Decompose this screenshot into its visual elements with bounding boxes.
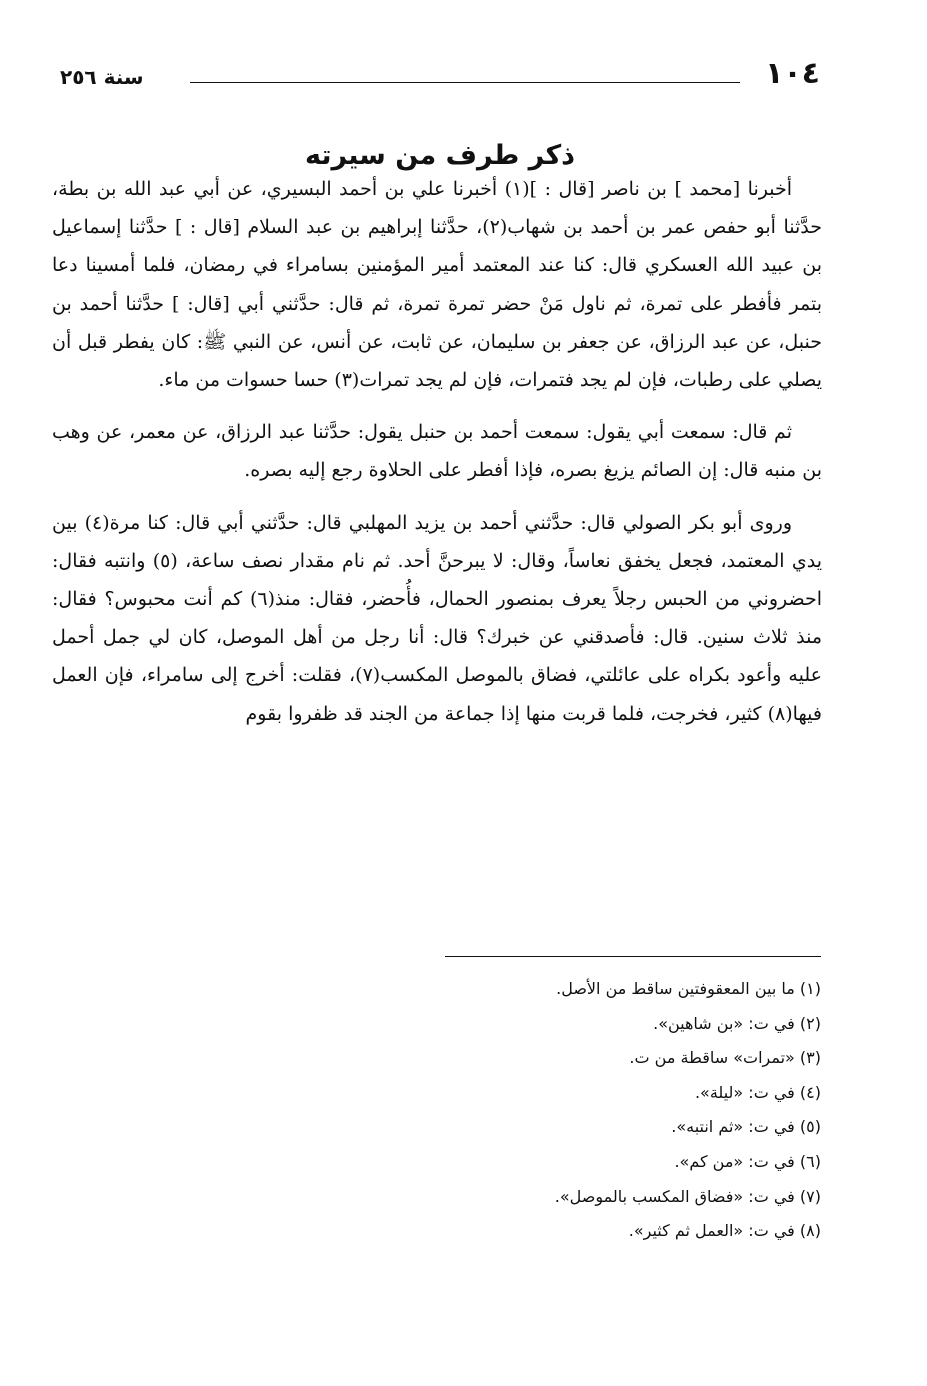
footnote: (٢) في ت: «بن شاهين». (653, 1013, 821, 1033)
header-rule (190, 82, 740, 83)
section-title: ذكر طرف من سيرته (304, 140, 576, 172)
footnote: (٦) في ت: «من كم». (674, 1151, 821, 1171)
footnote: (٥) في ت: «ثم انتبه». (671, 1117, 821, 1137)
paragraph: وروى أبو بكر الصولي قال: حدَّثني أحمد بن يزيد المهلبي قال: حدَّثني أبي قال: كنا مرة(٤) بين يدي المعتمد، فجعل يخفق نعاساً، وقال: لا يبرحنَّ أحد. ثم نام مقدار نصف ساعة، (٥) وانتبه فقال: احضروني من الحبس رجلاً يعرف بمنصور الحمال، فأُحضر، فقال: منذ(٦) كم أنت محبوس؟ فقال: منذ ثلاث سنين. قال: فأصدقني عن خبرك؟ قال: أنا رجل من أهل الموصل، كان لي جمل أحمل عليه وأعود بكراه على عائلتي، فضاق بالموصل المكسب(٧)، فقلت: أخرج إلى سامراء، فإن العمل فيها(٨) كثير، فخرجت، فلما قربت منها إذا جماعة من الجند قد ظفروا بقوم (52, 511, 823, 725)
year-label: سنة ٢٥٦ (60, 65, 144, 89)
paragraph: ثم قال: سمعت أبي يقول: سمعت أحمد بن حنبل يقول: حدَّثنا عبد الرزاق، عن معمر، عن وهب بن منبه قال: إن الصائم يزيغ بصره، فإذا أفطر على الحلاوة رجع إليه بصره. (52, 421, 822, 482)
footnotes-list (121, 972, 821, 1249)
page-number: ١٠٤ (765, 56, 820, 91)
running-header (60, 56, 820, 96)
footnote: (٣) «تمرات» ساقطة من ت. (629, 1048, 821, 1068)
paragraph: أخبرنا [محمد ] بن ناصر [قال : ](١) أخبرنا علي بن أحمد البسيري، عن أبي عبد الله بن بطة، حدَّثنا أبو حفص عمر بن أحمد بن شهاب(٢)، حدَّثنا إبراهيم بن عبد السلام [قال : ] حدَّثنا إسماعيل بن عبيد الله العسكري قال: كنا عند المعتمد أمير المؤمنين بسامراء في رمضان، فلما أمسينا دعا بتمر فأفطر على تمرة، ثم ناول مَنْ حضر تمرة تمرة، ثم قال: حدَّثني أبي [قال: ] حدَّثنا أحمد بن حنبل، عن عبد الرزاق، عن جعفر بن سليمان، عن ثابت، عن أنس، عن النبي ﷺ: كان يفطر قبل أن يصلي على رطبات، فإن لم يجد فتمرات، فإن لم يجد تمرات(٣) حسا حسوات من ماء. (52, 178, 822, 392)
footnote: (٧) في ت: «فضاق المكسب بالموصل». (554, 1186, 821, 1206)
footnote: (٨) في ت: «العمل ثم كثير». (628, 1221, 821, 1241)
footnote: (٤) في ت: «ليلة». (694, 1082, 821, 1102)
footnote: (١) ما بين المعقوفتين ساقط من الأصل. (556, 979, 821, 998)
body-text (52, 170, 822, 747)
footnote-separator (445, 956, 821, 957)
